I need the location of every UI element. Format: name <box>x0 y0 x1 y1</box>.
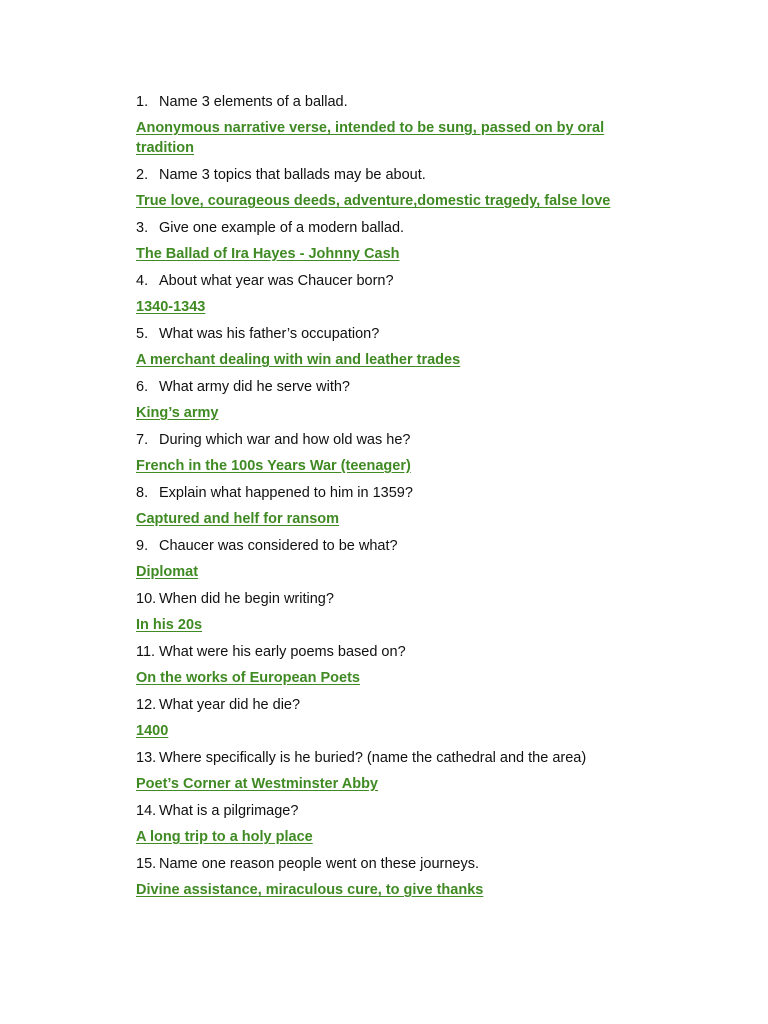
answer-4: 1340-1343 <box>136 299 206 315</box>
answer-12: 1400 <box>136 723 169 739</box>
question-text: Name 3 topics that ballads may be about. <box>159 167 426 183</box>
answer-14: A long trip to a holy place <box>136 829 313 845</box>
question-number: 3. <box>136 220 149 236</box>
question-6 <box>136 377 636 397</box>
question-text: When did he begin writing? <box>159 591 334 607</box>
answer-11: On the works of European Poets <box>136 670 360 686</box>
question-number: 1. <box>136 94 149 110</box>
question-text: What is a pilgrimage? <box>159 803 299 819</box>
question-number: 9. <box>136 538 149 554</box>
question-text: Name 3 elements of a ballad. <box>159 94 348 110</box>
question-number: 14. <box>136 803 157 819</box>
question-15 <box>136 854 636 874</box>
answer-2: True love, courageous deeds, adventure,domestic tragedy, false love <box>136 193 611 209</box>
question-4 <box>136 271 636 291</box>
question-text: Where specifically is he buried? (name the cathedral and the area) <box>159 750 587 766</box>
answer-8: Captured and helf for ransom <box>136 511 340 527</box>
question-9 <box>136 536 636 556</box>
answer-13: Poet’s Corner at Westminster Abby <box>136 776 378 792</box>
answer-1: Anonymous narrative verse, intended to be sung, passed on by oral tradition <box>136 120 605 156</box>
answer-3: The Ballad of Ira Hayes - Johnny Cash <box>136 246 400 262</box>
question-text: Explain what happened to him in 1359? <box>159 485 413 501</box>
question-1 <box>136 92 636 112</box>
question-text: What year did he die? <box>159 697 301 713</box>
question-text: About what year was Chaucer born? <box>159 273 394 289</box>
question-number: 8. <box>136 485 149 501</box>
question-8 <box>136 483 636 503</box>
question-number: 6. <box>136 379 149 395</box>
question-text: What army did he serve with? <box>159 379 350 395</box>
question-number: 15. <box>136 856 157 872</box>
question-3 <box>136 218 636 238</box>
answer-5: A merchant dealing with win and leather trades <box>136 352 461 368</box>
question-number: 10. <box>136 591 157 607</box>
answer-15: Divine assistance, miraculous cure, to give thanks <box>136 882 484 898</box>
question-14 <box>136 801 636 821</box>
qa-list <box>136 92 636 907</box>
question-number: 13. <box>136 750 157 766</box>
question-text: Name one reason people went on these journeys. <box>159 856 480 872</box>
question-text: Chaucer was considered to be what? <box>159 538 398 554</box>
question-5 <box>136 324 636 344</box>
question-11 <box>136 642 636 662</box>
question-number: 5. <box>136 326 149 342</box>
question-text: What were his early poems based on? <box>159 644 406 660</box>
answer-10: In his 20s <box>136 617 203 633</box>
question-number: 2. <box>136 167 149 183</box>
question-2 <box>136 165 636 185</box>
answer-9: Diplomat <box>136 564 199 580</box>
question-7 <box>136 430 636 450</box>
question-number: 12. <box>136 697 157 713</box>
answer-6: King’s army <box>136 405 219 421</box>
question-text: During which war and how old was he? <box>159 432 411 448</box>
question-text: Give one example of a modern ballad. <box>159 220 405 236</box>
question-number: 11. <box>136 644 156 660</box>
question-12 <box>136 695 636 715</box>
question-text: What was his father’s occupation? <box>159 326 380 342</box>
question-number: 4. <box>136 273 149 289</box>
question-13 <box>136 748 636 768</box>
question-number: 7. <box>136 432 149 448</box>
answer-7: French in the 100s Years War (teenager) <box>136 458 411 474</box>
question-10 <box>136 589 636 609</box>
